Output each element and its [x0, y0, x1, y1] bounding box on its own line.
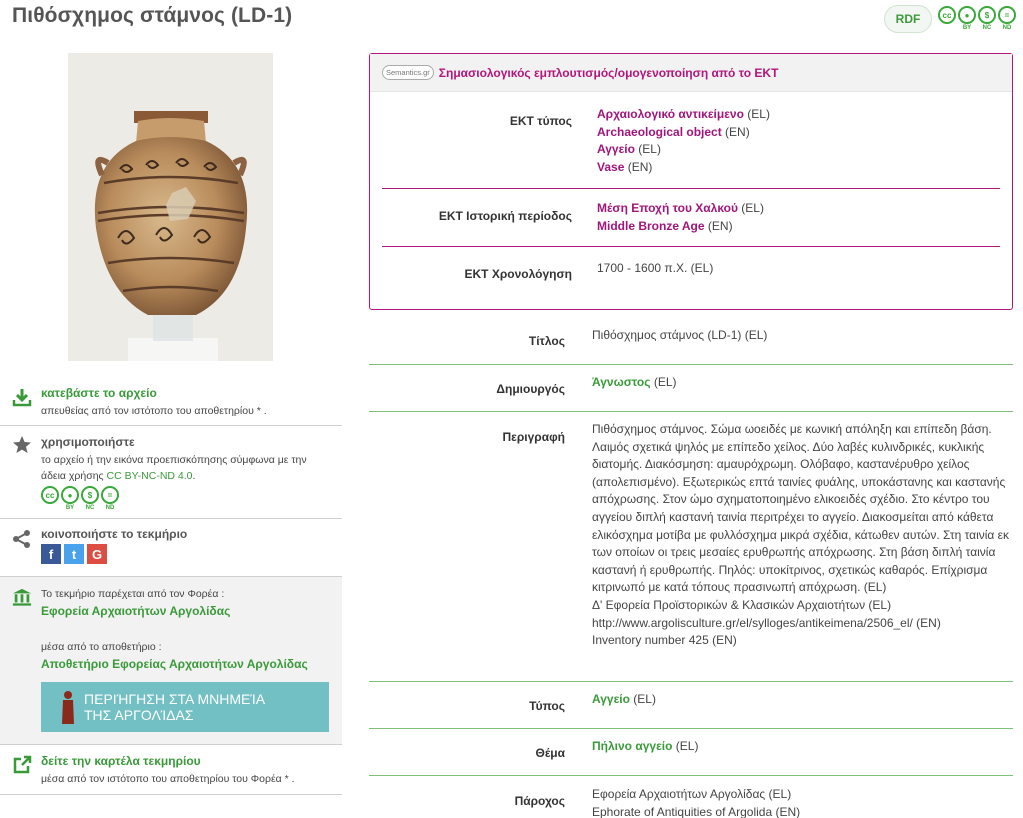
twitter-icon[interactable]: t — [64, 544, 84, 564]
download-section — [0, 376, 342, 426]
semantic-header — [370, 54, 1012, 92]
semantic-link[interactable]: Archaeological object — [597, 124, 722, 139]
meta-value: Πιθόσχημος στάμνος (LD-1) (EL) — [592, 328, 768, 342]
record-card-text: μέσα από τον ιστότοπο του αποθετηρίου του Φορέα * . — [41, 773, 295, 785]
semantic-label: ΕΚΤ Χρονολόγηση — [464, 267, 572, 281]
page-title: Πιθόσχημος στάμνος (LD-1) — [12, 4, 293, 27]
semantic-label: ΕΚΤ τύπος — [509, 114, 572, 128]
meta-value: Άγνωστος (EL) — [592, 375, 677, 389]
meta-row-description — [369, 412, 1013, 682]
meta-label: Θέμα — [535, 746, 565, 760]
semantic-row-period — [382, 189, 1000, 247]
google-plus-icon[interactable]: G — [87, 544, 107, 564]
semantic-link[interactable]: Αρχαιολογικό αντικείμενο — [597, 107, 744, 121]
semantic-link[interactable]: Middle Bronze Age — [597, 218, 705, 233]
statue-icon — [61, 690, 75, 724]
provider-link[interactable]: Εφορεία Αρχαιοτήτων Αργολίδας — [41, 604, 231, 618]
meta-row-creator — [369, 365, 1013, 412]
share-icon — [12, 529, 32, 549]
repository-link[interactable]: Αποθετήριο Εφορείας Αρχαιοτήτων Αργολίδας — [41, 657, 308, 671]
share-section — [0, 519, 342, 577]
meta-row-subject — [369, 729, 1013, 776]
cc-icon: cc — [938, 6, 956, 32]
provider-section — [0, 577, 342, 745]
external-link-icon — [12, 755, 32, 775]
rdf-button[interactable]: RDF — [884, 5, 932, 33]
meta-value: Εφορεία Αρχαιοτήτων Αργολίδας (EL) Ephorate of Antiquities of Argolida (EN) — [592, 787, 801, 818]
semantic-enrichment-box — [369, 53, 1013, 310]
semantic-link[interactable]: Μέση Εποχή του Χαλκού — [597, 201, 738, 215]
social-buttons — [41, 544, 107, 564]
download-link[interactable]: κατεβάστε το αρχείο — [41, 386, 157, 400]
nd-icon: = ND — [998, 6, 1016, 32]
cc-icon: cc — [41, 486, 59, 512]
argolida-monuments-banner[interactable] — [41, 682, 329, 732]
via-repo-label: μέσα από το αποθετήριο : — [41, 641, 162, 653]
semantic-values: Μέση Εποχή του Χαλκού (EL) Middle Bronze Age (EN) — [597, 201, 764, 233]
meta-row-provider — [369, 776, 1013, 818]
semantic-link[interactable]: Vase — [597, 159, 625, 174]
record-card-section — [0, 745, 342, 795]
meta-row-type — [369, 682, 1013, 729]
cc-license-badge[interactable] — [938, 6, 1016, 32]
meta-label: Δημιουργός — [496, 382, 565, 396]
subject-link[interactable]: Πήλινο αγγείο — [592, 739, 673, 753]
semantic-values: 1700 - 1600 π.Χ. (EL) — [597, 261, 714, 275]
nc-icon: $ NC — [978, 6, 996, 32]
cc-license-badge-small[interactable] — [41, 486, 119, 512]
meta-value: Πήλινο αγγείο (EL) — [592, 739, 699, 753]
by-icon: ● BY — [958, 6, 976, 32]
use-section — [0, 426, 342, 519]
creator-link[interactable]: Άγνωστος — [592, 375, 651, 389]
facebook-icon[interactable]: f — [41, 544, 61, 564]
share-title: κοινοποιήστε το τεκμήριο — [41, 527, 188, 541]
vase-illustration — [68, 53, 273, 361]
banner-text: ΠΕΡΙΉΓΗΣΗ ΣΤΑ ΜΝΗΜΕΊΑ ΤΗΣ ΑΡΓΟΛΊΔΑΣ — [84, 691, 266, 723]
meta-label: Περιγραφή — [502, 430, 565, 444]
nd-icon: = ND — [101, 486, 119, 512]
download-icon — [12, 387, 32, 407]
meta-value: Αγγείο (EL) — [592, 692, 656, 706]
semantic-row-dating — [382, 247, 1000, 307]
semantic-title: Σημασιολογικός εμπλουτισμός/ομογενοποίηση από το ΕΚΤ — [438, 65, 779, 80]
meta-label: Πάροχος — [514, 794, 565, 808]
semantic-label: ΕΚΤ Ιστορική περίοδος — [438, 209, 572, 223]
institution-icon — [12, 587, 32, 607]
item-preview-image[interactable] — [68, 53, 273, 361]
record-card-link[interactable]: δείτε την καρτέλα τεκμηρίου — [41, 754, 201, 768]
semantics-logo: Semantics.gr — [382, 65, 434, 80]
provided-by-label: Το τεκμήριο παρέχεται από τον Φορέα : — [41, 588, 225, 600]
use-text: το αρχείο ή την εικόνα προεπισκόπησης σύμφωνα με την άδεια χρήσης CC BY-NC-ND 4.0. — [41, 454, 307, 482]
by-icon: ● BY — [61, 486, 79, 512]
type-link[interactable]: Αγγείο — [592, 692, 630, 706]
license-link[interactable]: CC BY-NC-ND 4.0 — [106, 470, 193, 482]
semantic-row-type — [382, 92, 1000, 189]
meta-value: Πιθόσχημος στάμνος. Σώμα ωοειδές με κωνική απόληξη και επίπεδη βάση. Λαιμός σχετικά ψηλός με επίπεδο χείλος. Δύο λαβές κυλινδρικές, κυκλικής διατομής. Διακόσμηση: αμαυρόχρωμη. Ολόβαφο, καστανέρυθρο χείλος (απολεπισμένο). Εξωτερικώς επτά ταινίες φυάλης, υποκάστανης και καστανής απόχρωσης. Στον ώμο σχηματοποιημένο ελικοειδές σχέδιο. Στο κέντρο του αγγείου διπλή καστανή ταινία περιτρέχει το αγγείο. Διακοσμείται από κάθετα ελικόσχημα μοτίβα με φυλλόσχημα μικρά σχέδια, κάτωθεν αυτών. Στη ταινία εκ των οποίων οι τρεις μεσαίες ερυθρωπής απόχρωσης. Στη βάση διπλή ταινία καστανή ή ερυθρωπής. Πηλός: υποκίτρινος, σχετικώς καθαρός. Επίχρισμα κιτρινωπό με κατά τόπους πρασινωπή απόχρωση. (EL) Δ' Εφορεία Προϊστορικών & Κλασικών Αρχαιοτήτων (EL) http://www.argolisculture.gr/el/sylloges/antikeimena/2506_el/ (EN) Inventory number 425 (EN) — [592, 422, 1010, 648]
meta-row-title — [369, 318, 1013, 365]
use-title: χρησιμοποιήστε — [41, 435, 135, 449]
semantic-values: Αρχαιολογικό αντικείμενο (EL) Archaeological object (EN) Αγγείο (EL) Vase (EN) — [597, 107, 770, 174]
meta-label: Τύπος — [529, 699, 565, 713]
star-icon — [12, 435, 32, 455]
meta-label: Τίτλος — [528, 334, 565, 348]
download-text: απευθείας από τον ιστότοπο του αποθετηρίου * . — [41, 405, 267, 417]
semantic-link[interactable]: Αγγείο — [597, 142, 635, 156]
nc-icon: $ NC — [81, 486, 99, 512]
